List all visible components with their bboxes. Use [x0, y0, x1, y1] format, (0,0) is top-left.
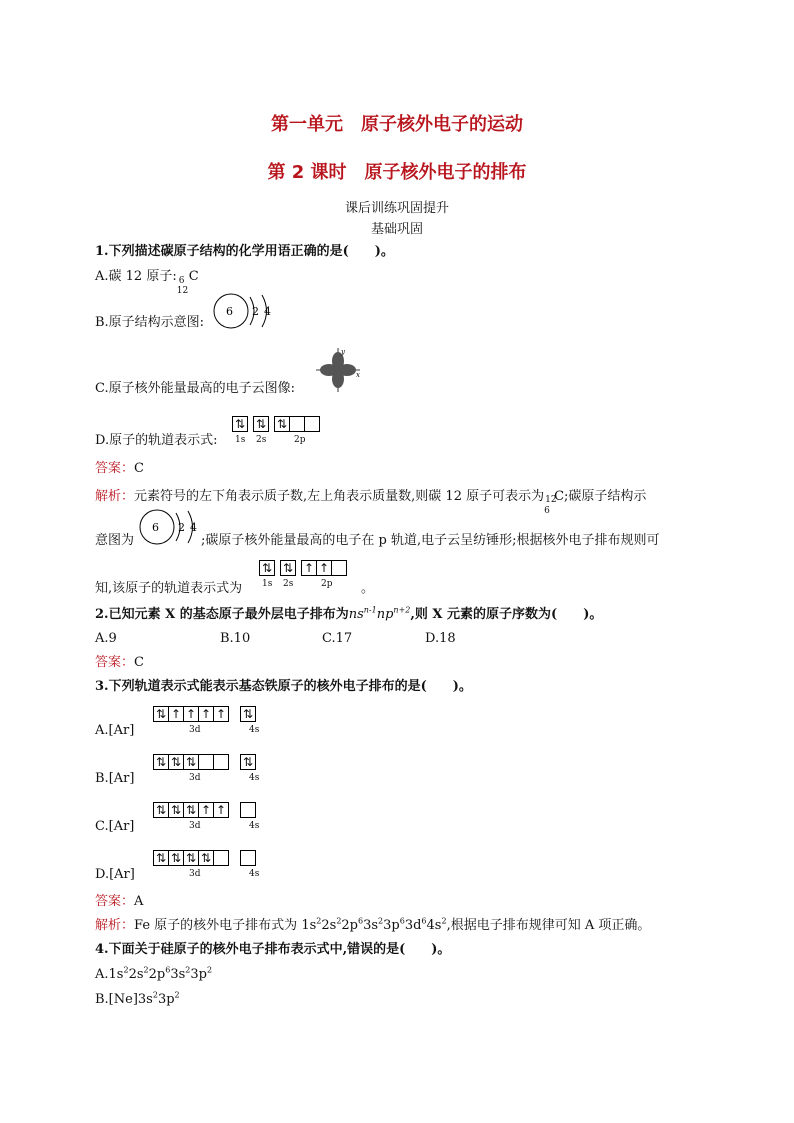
- q3-option-d-orbital: ⇅ ⇅ ⇅ ⇅ 3d 4s: [153, 850, 255, 866]
- p-orbital-cloud-image: [314, 346, 362, 394]
- q3-option-b-orbital: ⇅ ⇅ ⇅ ⇅ 3d 4s: [153, 754, 255, 770]
- subsection-heading: 基础巩固: [370, 222, 423, 237]
- q2-option-c: C.17: [322, 631, 353, 646]
- q2-stem: 2.已知元素 X 的基态原子最外层电子排布为$ns^{n-1}np^{n+2}$,则 X 元素的原子序数为( )。: [95, 605, 603, 622]
- svg-text:2: 2: [178, 521, 185, 534]
- analysis-structure-diagram: [138, 508, 200, 548]
- q1-analysis-line3a: 知,该原子的轨道表示式为: [95, 581, 243, 596]
- q3-option-d-label: D.[Ar]: [95, 867, 135, 882]
- q1-answer: 答案：C: [95, 461, 144, 476]
- svg-text:6: 6: [152, 521, 159, 534]
- carbon-structure-diagram: [212, 292, 274, 332]
- q1-option-d: D.原子的轨道表示式:: [95, 433, 218, 448]
- q3-option-a-label: A.[Ar]: [95, 723, 135, 738]
- section-heading: 课后训练巩固提升: [344, 201, 449, 216]
- svg-text:6: 6: [226, 305, 233, 318]
- q1-analysis-line1: 解析：元素符号的左下角表示质子数,左上角表示质量数,则碳 12 原子可表示为 12 6 C;碳原子结构示: [95, 489, 647, 516]
- q3-option-a-orbital: ⇅ ↑ ↑ ↑ ↑ ⇅ 3d 4s: [153, 706, 255, 722]
- q3-stem: 3.下列轨道表示式能表示基态铁原子的核外电子排布的是( )。: [95, 679, 472, 694]
- q1-analysis-line2b: ;碳原子核外能量最高的电子在 p 轨道,电子云呈纺锤形;根据核外电子排布规则可: [201, 533, 660, 548]
- q1-stem: 1.下列描述碳原子结构的化学用语正确的是( )。: [95, 244, 394, 259]
- q1-option-b: B.原子结构示意图:: [95, 315, 205, 330]
- q3-option-c-orbital: ⇅ ⇅ ⇅ ↑ ↑ 3d 4s: [153, 802, 255, 818]
- svg-text:x: x: [356, 371, 360, 379]
- q2-option-a: A.9: [95, 631, 117, 646]
- q1-analysis-orbital-diagram: ⇅ ⇅ ↑ ↑ 1s 2s 2p: [259, 560, 346, 576]
- q1-analysis-end: 。: [361, 581, 375, 596]
- svg-text:4: 4: [264, 305, 271, 318]
- q4-stem: 4.下面关于硅原子的核外电子排布表示式中,错误的是( )。: [95, 942, 451, 957]
- svg-text:y: y: [341, 348, 345, 356]
- unit-title: 第一单元 原子核外电子的运动: [271, 114, 523, 135]
- svg-text:2: 2: [252, 305, 259, 318]
- q3-analysis: 解析：Fe 原子的核外电子排布式为 $1s^22s^22p^63s^23p^63d^64s^2$,根据电子排布规律可知 A 项正确。: [95, 916, 651, 933]
- q1-option-c: C.原子核外能量最高的电子云图像:: [95, 381, 295, 396]
- q2-option-d: D.18: [425, 631, 456, 646]
- q2-option-b: B.10: [220, 631, 251, 646]
- q2-answer: 答案：C: [95, 655, 144, 670]
- lesson-title: 第 2 课时 原子核外电子的排布: [267, 162, 527, 183]
- q1-option-a: A.碳 12 原子: 6 12 C: [95, 269, 199, 296]
- q1-analysis-line2a: 意图为: [95, 533, 135, 548]
- q4-option-a: $A.1s^22s^22p^63s^23p^2$: [95, 965, 213, 982]
- q3-option-b-label: B.[Ar]: [95, 771, 135, 786]
- q1-d-orbital-diagram: ⇅ ⇅ ⇅ 1s 2s 2p: [232, 416, 319, 432]
- svg-text:4: 4: [190, 521, 197, 534]
- q3-option-c-label: C.[Ar]: [95, 819, 135, 834]
- q4-option-b: $B.[Ne]3s^23p^2$: [95, 990, 180, 1007]
- q3-answer: 答案：A: [95, 894, 144, 909]
